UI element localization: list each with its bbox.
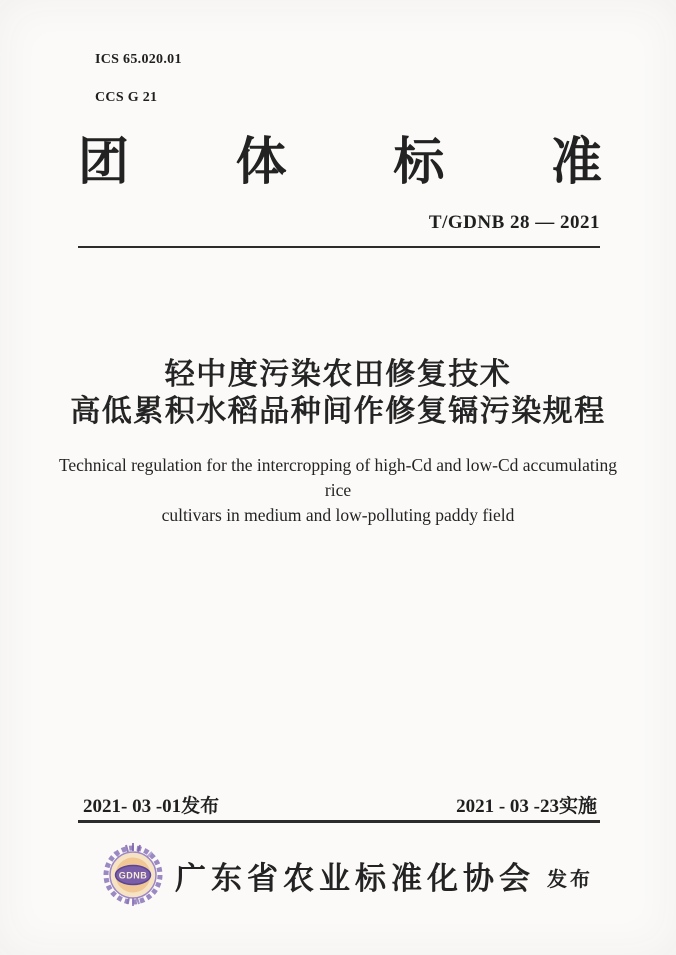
document-type-title [78, 133, 602, 190]
footer-divider-line [78, 820, 600, 823]
publisher-row [100, 842, 593, 908]
association-logo-icon [100, 842, 166, 908]
chinese-title [0, 356, 676, 430]
dates-row [83, 791, 597, 818]
ccs-code: CCS G 21 [95, 90, 158, 105]
issue-date: 2021- 03 -01发布 [83, 796, 220, 817]
ics-code: ICS 65.020.01 [95, 52, 182, 67]
english-title-line-2: cultivars in medium and low-polluting paddy field [161, 505, 515, 525]
classification-codes [95, 53, 182, 105]
header-divider-line [78, 246, 600, 248]
release-label: 发布 [547, 869, 593, 891]
masthead-char-2: 体 [235, 133, 287, 190]
implementation-date: 2021 - 03 -23实施 [456, 796, 597, 817]
masthead-char-3: 标 [393, 133, 445, 190]
logo-text: GDNB [118, 870, 148, 881]
standard-number: T/GDNB 28 — 2021 [428, 212, 600, 233]
english-title-line-1: Technical regulation for the intercropping of high-Cd and low-Cd accumulating rice [58, 455, 618, 500]
chinese-title-line-1: 轻中度污染农田修复技术 [164, 358, 512, 391]
chinese-title-line-2: 高低累积水稻品种间作修复镉污染规程 [70, 395, 606, 428]
publisher-name: 广东省农业标准化协会 [175, 860, 535, 896]
english-title [45, 453, 631, 528]
masthead-char-1: 团 [78, 133, 130, 190]
masthead-char-4: 准 [550, 133, 602, 190]
